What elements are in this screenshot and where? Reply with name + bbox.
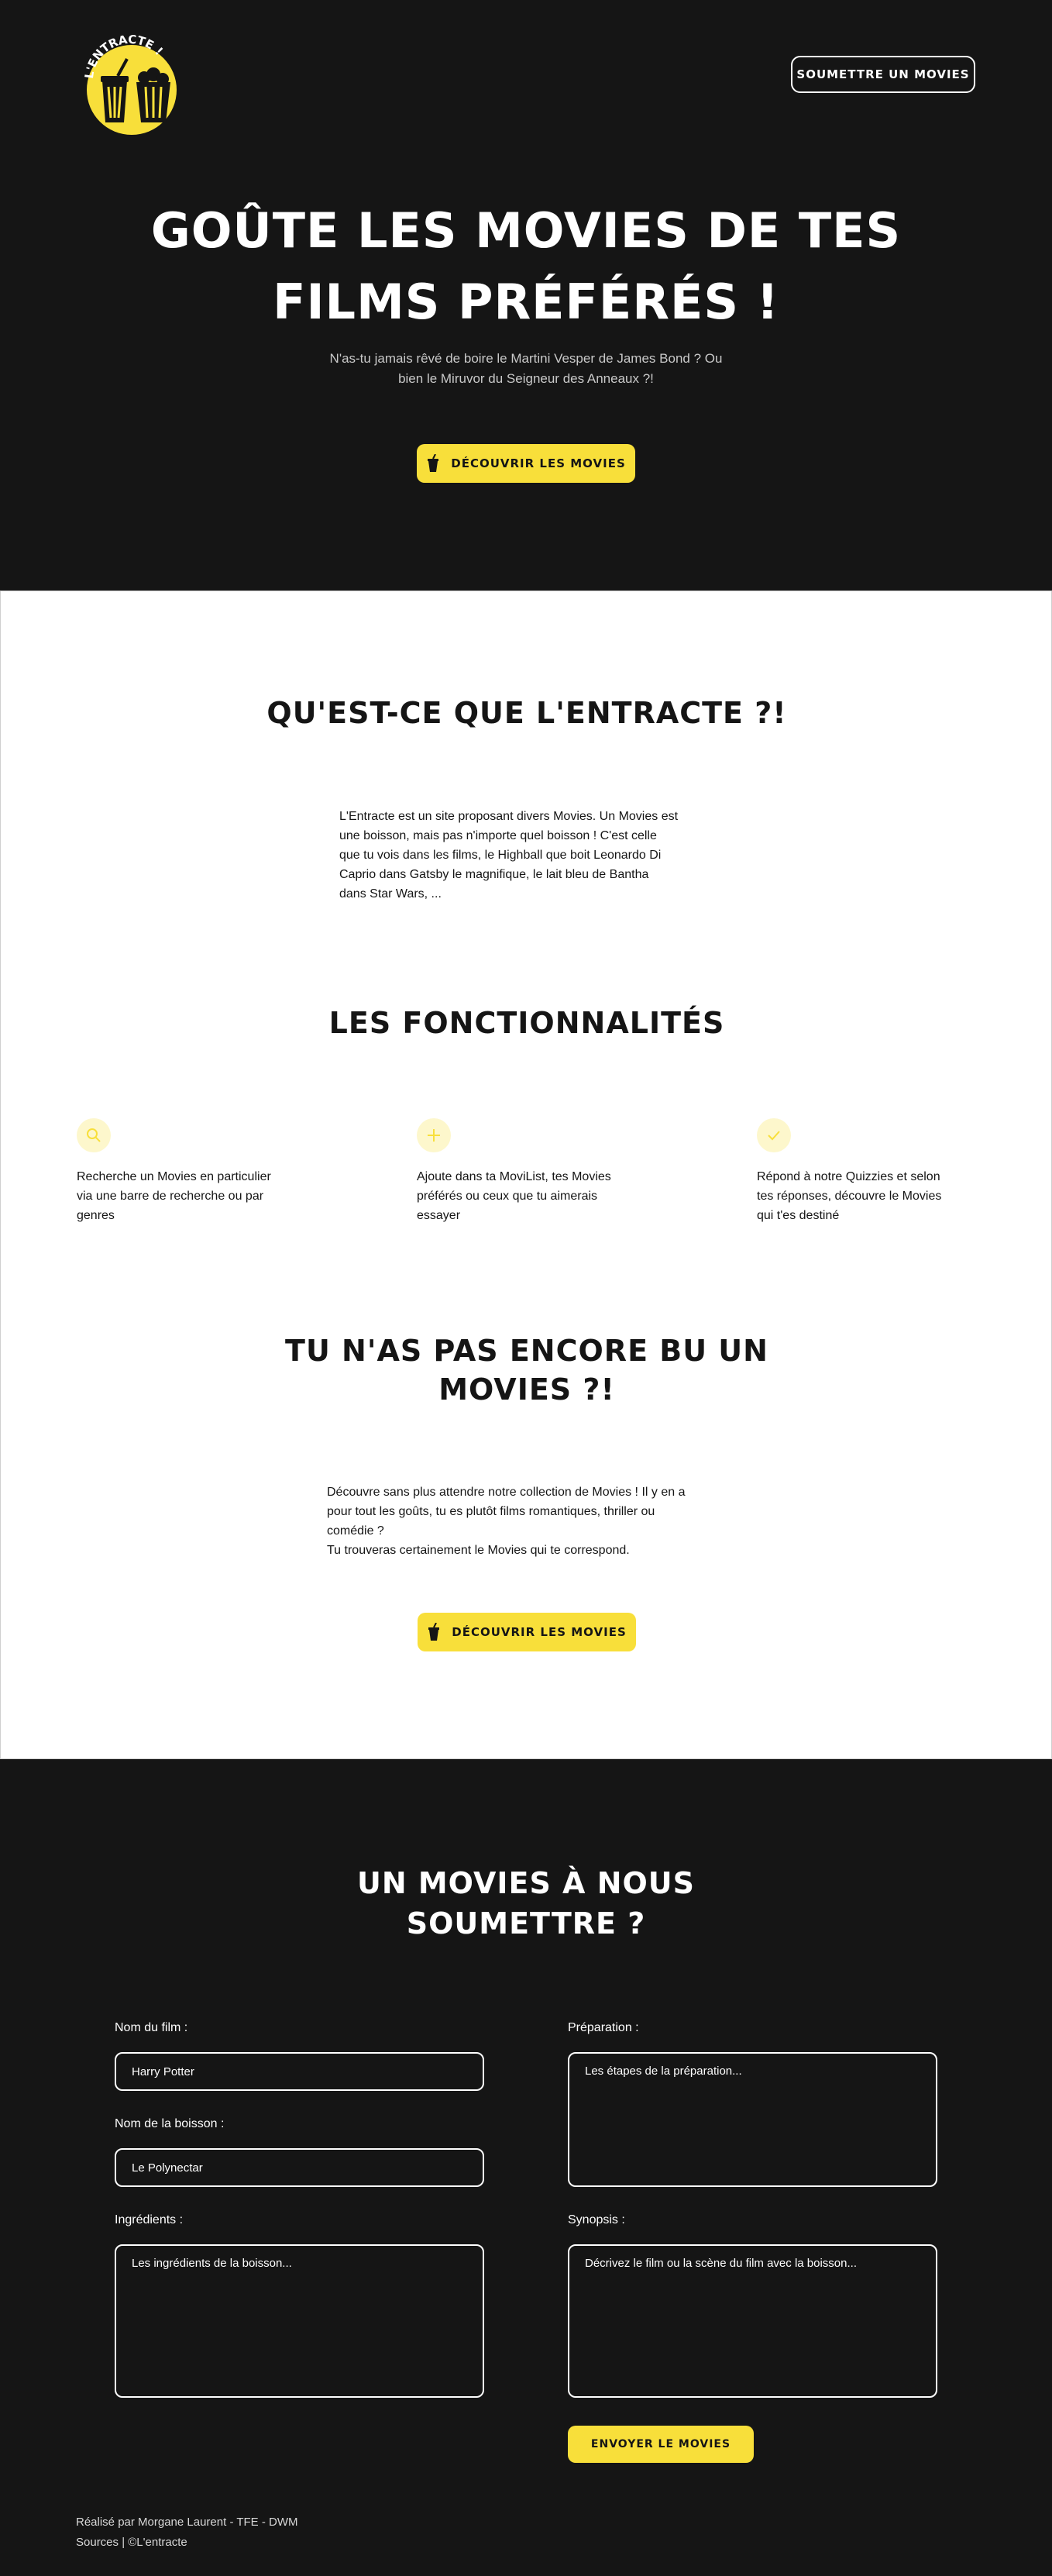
synopsis-placeholder: Décrivez le film ou la scène du film avec la boisson... [585, 2257, 857, 2270]
about-text [339, 807, 727, 904]
submit-movies-button[interactable]: SOUMETTRE UN MOVIES [791, 56, 975, 93]
feature-text-line: via une barre de recherche ou par [77, 1190, 264, 1203]
preparation-label: Préparation : [568, 2021, 639, 2034]
discover-text-line: comédie ? [327, 1524, 384, 1538]
feature-check-icon-wrap [757, 1118, 791, 1152]
hero-section [0, 0, 1052, 591]
synopsis-label: Synopsis : [568, 2213, 625, 2226]
logo-text: L'ENTRACTE ! [81, 32, 166, 80]
logo[interactable] [76, 26, 184, 135]
about-text-line: L'Entracte est un site proposant divers Movies. Un Movies est [339, 810, 679, 823]
footer-sources[interactable]: Sources | ©L'entracte [76, 2536, 187, 2549]
feature-text-line: qui t'es destiné [757, 1209, 840, 1222]
discover-movies-label: DÉCOUVRIR LES MOVIES [452, 1625, 627, 1639]
preparation-placeholder: Les étapes de la préparation... [585, 2065, 742, 2078]
discover-text-line: Tu trouveras certainement le Movies qui te correspond. [327, 1544, 630, 1557]
footer-credits: Réalisé par Morgane Laurent - TFE - DWM [76, 2516, 298, 2529]
discover-title-line1: TU N'AS PAS ENCORE BU UN [285, 1334, 768, 1368]
discover-movies-button[interactable] [417, 444, 635, 483]
about-text-line: dans Star Wars, ... [339, 887, 442, 901]
feature-text-line: tes réponses, découvre le Movies [757, 1190, 942, 1203]
ingredients-placeholder: Les ingrédients de la boisson... [132, 2257, 292, 2270]
discover-text [327, 1483, 730, 1560]
about-text-line: que tu vois dans les films, le Highball que boit Leonardo Di [339, 849, 662, 862]
hero-subtitle [301, 349, 751, 389]
plus-icon [425, 1127, 442, 1144]
feature-plus-icon-wrap [417, 1118, 451, 1152]
discover-text-line: Découvre sans plus attendre notre collection de Movies ! Il y en a [327, 1486, 686, 1499]
film-label: Nom du film : [115, 2021, 188, 2034]
feature-check-text [757, 1167, 989, 1225]
discover-title-line2: MOVIES ?! [438, 1372, 615, 1407]
feature-plus-text [417, 1167, 649, 1225]
feature-text-line: Ajoute dans ta MoviList, tes Movies [417, 1170, 611, 1183]
discover-movies-label: DÉCOUVRIR LES MOVIES [451, 456, 626, 470]
about-title: QU'EST-CE QUE L'ENTRACTE ?! [266, 696, 787, 730]
film-field[interactable] [115, 2052, 484, 2091]
hero-subtitle-line2: bien le Miruvor du Seigneur des Anneaux ?! [398, 371, 654, 386]
hero-subtitle-line1: N'as-tu jamais rêvé de boire le Martini Vesper de James Bond ? Ou [329, 351, 723, 366]
feature-text-line: Recherche un Movies en particulier [77, 1170, 271, 1183]
drink-label: Nom de la boisson : [115, 2117, 225, 2130]
search-icon [85, 1127, 102, 1144]
drink-cup-icon [427, 1623, 441, 1641]
content-section [0, 591, 1052, 1759]
discover-title [1, 1331, 1052, 1409]
check-icon [765, 1127, 782, 1144]
feature-text-line: genres [77, 1209, 115, 1222]
feature-text-line: préférés ou ceux que tu aimerais [417, 1190, 598, 1203]
send-movies-button[interactable]: ENVOYER LE MOVIES [568, 2426, 754, 2463]
form-title [0, 1863, 1052, 1944]
features-title: LES FONCTIONNALITÉS [328, 1006, 725, 1040]
drink-field[interactable] [115, 2148, 484, 2187]
feature-text-line: Répond à notre Quizzies et selon [757, 1170, 940, 1183]
discover-text-line: pour tout les goûts, tu es plutôt films romantiques, thriller ou [327, 1505, 655, 1518]
feature-search-icon-wrap [77, 1118, 111, 1152]
preparation-field[interactable] [568, 2052, 937, 2187]
hero-title-line2: FILMS PRÉFÉRÉS ! [273, 274, 779, 330]
hero-title [0, 195, 1052, 338]
form-title-line2: SOUMETTRE ? [406, 1906, 646, 1941]
drink-cup-icon [426, 454, 440, 473]
synopsis-field[interactable] [568, 2244, 937, 2398]
form-title-line1: UN MOVIES À NOUS [356, 1866, 696, 1900]
film-placeholder: Harry Potter [132, 2065, 194, 2078]
drink-placeholder: Le Polynectar [132, 2161, 203, 2175]
feature-search-text [77, 1167, 309, 1225]
feature-text-line: essayer [417, 1209, 461, 1222]
about-text-line: Caprio dans Gatsby le magnifique, le lait bleu de Bantha [339, 868, 649, 881]
ingredients-label: Ingrédients : [115, 2213, 184, 2226]
discover-movies-button-2[interactable] [418, 1613, 636, 1651]
hero-title-line1: GOÛTE LES MOVIES DE TES [150, 202, 902, 259]
about-text-line: une boisson, mais pas n'importe quel boisson ! C'est celle [339, 829, 657, 842]
ingredients-field[interactable] [115, 2244, 484, 2398]
